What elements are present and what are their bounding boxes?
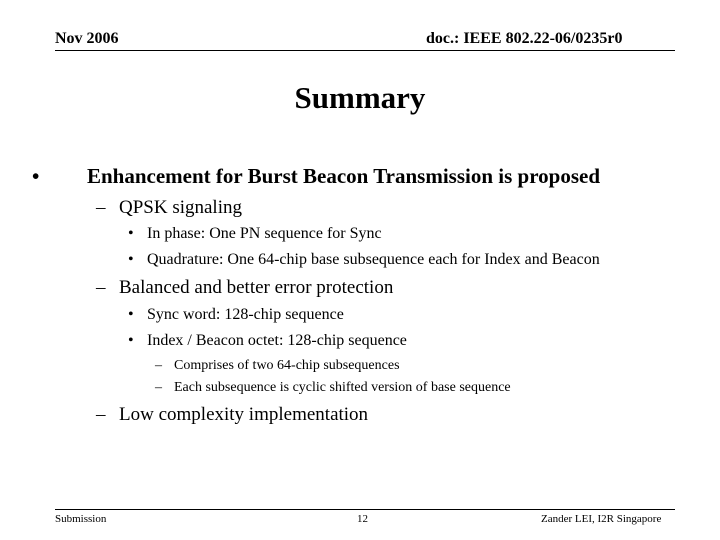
slide-title: Summary [294,80,426,115]
detail-text: Comprises of two 64-chip subsequences [174,358,400,373]
bullet-text: Enhancement for Burst Beacon Transmission is proposed [87,164,601,188]
dash-icon: – [155,358,162,373]
footer-submission: Submission [55,513,107,525]
bullet-dot-icon: • [128,225,134,242]
item-text: Sync word: 128-chip sequence [147,306,344,323]
subbullet-text: Balanced and better error protection [119,277,394,298]
item-text: Index / Beacon octet: 128-chip sequence [147,332,407,349]
dash-icon: – [96,197,106,218]
bullet-dot-icon: • [32,164,40,188]
subbullet-text: QPSK signaling [119,197,242,218]
footer-rule [55,509,675,510]
header-doc-id: doc.: IEEE 802.22-06/0235r0 [426,30,623,47]
detail-text: Each subsequence is cyclic shifted version of base sequence [174,380,511,395]
bullet-dot-icon: • [128,332,134,349]
item-text: Quadrature: One 64-chip base subsequence each for Index and Beacon [147,251,600,268]
item-text: In phase: One PN sequence for Sync [147,225,382,242]
bullet-dot-icon: • [128,251,134,268]
header-rule [55,50,675,51]
header-date: Nov 2006 [55,30,119,47]
dash-icon: – [96,277,106,298]
bullet-dot-icon: • [128,306,134,323]
dash-icon: – [96,404,106,425]
dash-icon: – [155,380,162,395]
footer-author: Zander LEI, I2R Singapore [541,513,662,525]
subbullet-text: Low complexity implementation [119,404,369,425]
footer-page-number: 12 [357,513,368,525]
